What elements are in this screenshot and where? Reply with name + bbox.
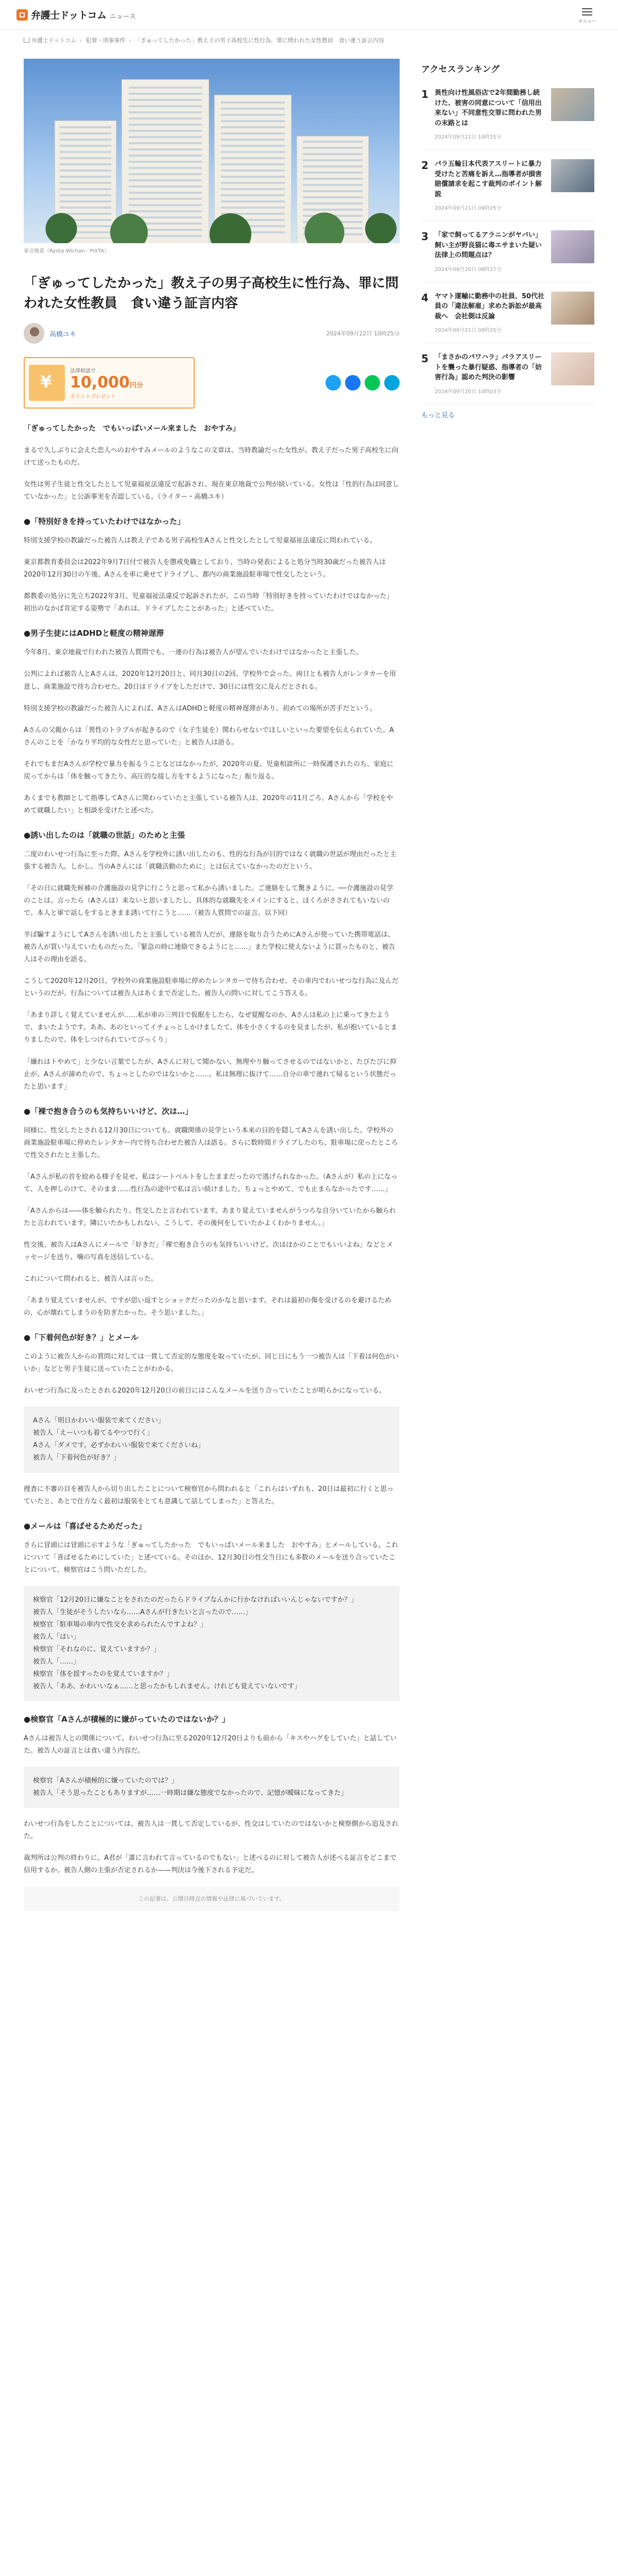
paragraph: 二度のわいせつ行為に至った際、Aさんを学校外に誘い出したのも、性的な行為が目的ではなく就職の世話が理由だったと主張する被告人。しかし、当のAさんには「就職活動のために」とは伝えていなかったのだという。 xyxy=(24,850,397,871)
ranking-item[interactable] xyxy=(421,287,594,344)
breadcrumb-category[interactable]: 犯罪・刑事事件 xyxy=(85,37,126,44)
paragraph: 「あまり覚えていませんが、ですが思い返すとショックだったのかなと思います。それは最初の傷を受けるのを避けるための、心が壊れてしまうのを防ぎたかった。そう思いました。」 xyxy=(24,1297,391,1317)
section-heading: ●検察官「Aさんが積極的に嫌がっていたのではないか？」 xyxy=(24,1715,230,1724)
site-header xyxy=(0,0,618,30)
breadcrumb-separator: › xyxy=(80,37,82,44)
article-title: 「ぎゅってしたかった」教え子の男子高校生に性行為、罪に問われた女性教員 食い違う証言内容 xyxy=(24,276,399,311)
breadcrumb xyxy=(0,30,618,50)
avatar xyxy=(24,323,44,344)
ranking-thumbnail[interactable] xyxy=(551,88,594,121)
promo-banner[interactable] xyxy=(24,357,195,409)
article-lead: 「ぎゅってしたかった でもいっぱいメール来ました おやすみ」 xyxy=(24,425,240,433)
ranking-item[interactable] xyxy=(421,226,594,282)
ranking-thumbnail[interactable] xyxy=(551,292,594,325)
quote-text: 検察官「12月20日に嫌なことをされたのだったらドライブなんかに行かなければいいんじゃないですか？」 被告人「生徒がそうしたいなら……Aさんが行きたいと言ったので……」 検察官「駐車場の車内で性交を求められたんですよね？」 被告人「はい」 検察官「それなのに、覚えていますか？」 被告人「……」 検察官「体を揺すったのを覚えていますか？」 被告人「ああ、かわいいなぁ……と思ったかもしれません。けれども覚えていないです」 xyxy=(33,1596,358,1691)
ranking-date: 2024年09月20日 08時27分 xyxy=(435,266,502,273)
site-logo[interactable] xyxy=(16,8,136,22)
ranking-number: 2 xyxy=(421,159,428,172)
paragraph: 特別支援学校の教諭だった被告人は教え子である男子高校生Aさんと性交したとして児童福祉法違反に問われている。 xyxy=(24,537,376,545)
image-caption: 東京地裁（Ryota Wichan／PIXTA） xyxy=(24,248,110,254)
paragraph: 裁判所は公判の終わりに、A君が「誰に言われて言っているのでもない」と述べるのに対して被告人が述べる証言をどこまで信用するか。被告人側の主張が否定されるか——判決は今後下される予定だ。 xyxy=(24,1854,397,1875)
x-share-icon[interactable] xyxy=(325,375,341,391)
ranking-item[interactable] xyxy=(421,155,594,221)
menu-button[interactable] xyxy=(577,6,597,24)
publish-date: 2024年09月22日 10時25分 xyxy=(326,330,400,337)
hamburger-icon xyxy=(582,8,592,15)
ranking-number: 3 xyxy=(421,230,428,243)
section-heading: ●「下着何色が好き？」とメール xyxy=(24,1333,139,1343)
ranking-item[interactable] xyxy=(421,84,594,150)
coin-icon xyxy=(29,365,65,401)
breadcrumb-home[interactable]: 弁護士ドットコム xyxy=(31,37,77,44)
article xyxy=(24,50,400,1921)
line-share-icon[interactable] xyxy=(365,375,380,391)
quote-text: Aさん「明日かわいい服装で来てください」 被告人「えーいつも着てるやつで行く」 Aさん「ダメです。必ずかわいい服装で来てくださいね」 被告人「下着何色が好き？」 xyxy=(33,1417,204,1462)
paragraph: それでもまだAさんが学校で暴力を振るうことなどはなかったが、2020年の夏、児童相談所に一時保護されたのち、家庭に戻ってからは「体を触ってきたり、高圧的な接し方をするようになった」振り返る。 xyxy=(24,760,393,781)
quote-block xyxy=(24,1767,400,1808)
author-name[interactable]: 高橋ユキ xyxy=(49,330,77,338)
home-icon xyxy=(24,38,29,43)
paragraph: 半ば騙すようにしてAさんを誘い出したと主張している被告人だが、連絡を取り合うためにAさんが使っていた携帯電話は、被告人が買い与えていたものだった。「緊急の時に連絡できるようにと……」また学校に使えないように買ったものと、被告人はその理由を語る。 xyxy=(24,931,396,964)
paragraph: こうして2020年12月20日、学校外の商業施設駐車場に停めたレンタカーで待ち合わせ、その車内でわいせつな行為に及んだというのだが、行為については被告人はあくまで否定した。被告人の問いに対してこう答える。 xyxy=(24,977,399,998)
paragraph: Aさんは被告人との関係について、わいせつ行為に至る2020年12月20日よりも前から「キスやハグをしていた」と話していた。被告人の証言とは食い違う内容だ。 xyxy=(24,1735,397,1755)
paragraph: 今年8月、東京地裁で行われた被告人質問でも、一連の行為は被告人が望んでいたわけではなかったと主張した。 xyxy=(24,649,363,657)
ranking-date: 2024年09月21日 09時25分 xyxy=(435,328,502,333)
menu-label: メニュー xyxy=(577,19,596,24)
article-hero-image xyxy=(24,59,400,243)
section-heading: ●メールは「喜ばせるためだった」 xyxy=(24,1521,146,1531)
hatena-share-icon[interactable] xyxy=(384,375,400,391)
site-name: 弁護士ドットコム xyxy=(31,10,107,21)
ranking-headline[interactable]: 「家で飼ってるアラニンがヤバい」飼い主が野良猫に毒エサまいた疑い 法律上の問題点は？ xyxy=(435,231,549,259)
ranking-item[interactable] xyxy=(421,348,594,404)
ranking-headline[interactable]: ヤマト運輸に勤務中の社員、50代社員の「違法解雇」求めた訴訟が最高裁へ 会社側は反論 xyxy=(435,292,545,320)
paragraph: 特別支援学校の教諭だった被告人によれば、AさんはADHDと軽度の精神遅滞があり、初めての場所が苦手だという。 xyxy=(24,704,376,713)
ranking-thumbnail[interactable] xyxy=(551,230,594,263)
quote-block xyxy=(24,1586,400,1701)
section-heading: ●誘い出したのは「就職の世話」のためと主張 xyxy=(24,830,185,840)
paragraph: 「Aさんが私の首を絞める様子を見せ、私はシートベルトをしたままだったので逃げられなかった。（Aさんが）私の上になって、人を押しのけて、そのまま……性行為の途中で私は言い続けました。ちょっとやめて、でも止まらなかったです……」 xyxy=(24,1173,398,1193)
paragraph: 同様に、性交したとされる12月30日についても、就職関係の見学という本来の目的を隠してAさんを誘い出した。学校外の商業施設駐車場に停めたレンタカー内で待ち合わせた被告人は語る。さらに数時間ドライブしたのち、駐車場に戻ったところで性交されたと主張した。 xyxy=(24,1126,398,1159)
paragraph: わいせつ行為をしたことについては、被告人は一貫して否定しているが、性交はしていたのではないかと検察側から追及された。 xyxy=(24,1820,399,1841)
ranking-thumbnail[interactable] xyxy=(551,352,594,385)
ranking-title: アクセスランキング xyxy=(421,64,500,75)
paragraph: 「その日に就職先候補の介護施設の見学に行こうと思って私から誘いました。ご連絡をして驚きように、──介護施設の見学のことは、言ったら（Aさんは）来ないと思いましたし、具体的な就職先をメインにすると、ほくろがさされてもいないので。本人と軍で話しをするときまま誘いて行こうと……（被告人質問での証言、以下同） xyxy=(24,884,393,918)
quote-text: 検察官「Aさんが積極的に嫌っていたのでは？」 被告人「そう思ったこともありますが……一時期は嫌な態度でなかったので、記憶が曖昧になってきた」 xyxy=(33,1777,348,1798)
article-body xyxy=(24,445,400,1911)
paragraph: これについて問われると、被告人は言った。 xyxy=(24,1275,158,1283)
paragraph: まるで久しぶりに会えた恋人へのおやすみメールのようなこの文章は、当時教諭だった女性が、教え子だった男子高校生に向けて送ったものだ。 xyxy=(24,447,399,467)
ranking-number: 1 xyxy=(421,88,428,100)
paragraph: 東京都教育委員会は2022年9月7日付で被告人を懲戒免職としており、当時の発表によると処分当時30歳だった被告人は2020年12月30日の午後、Aさんを車に乗せてドライブし、都内の商業施設駐車場で性交したという。 xyxy=(24,558,386,579)
site-sub: ニュース xyxy=(109,13,136,21)
ranking-date: 2024年09月21日 10時25分 xyxy=(435,134,502,140)
paragraph: 女性は男子生徒と性交したとして児童福祉法違反で起訴され、現在東京地裁で公判が続いている。女性は「性的行為は同意していなかった」と公訴事実を否認している。（ライター・高橋ユキ） xyxy=(24,481,399,501)
sidebar xyxy=(421,50,594,1921)
ranking-number: 4 xyxy=(421,291,428,304)
footer-note: この記事は、公開日時点の情報や法律に基づいています。 xyxy=(24,1887,400,1911)
paragraph: 「嫌れはトやめて」と少ない言葉でしたが、Aさんに対して聞かない、無理やり触ってさせるのではないかと、たびたびに抑止が、Aさんが諦めたので、ちょっとしたのではないかと……。私は無理に抜けて……自分の車で連れて帰るという状態だったと思います」 xyxy=(24,1058,397,1091)
ranking-number: 5 xyxy=(421,352,428,365)
breadcrumb-current: 「ぎゅってしたかった」教え子の男子高校生に性行為、罪に問われた女性教員 食い違う証言内容 xyxy=(134,37,384,44)
ranking-date: 2024年09月20日 10時03分 xyxy=(435,388,502,395)
promo-amount: 10,000 xyxy=(70,373,130,392)
promo-small-text: 法律相談で xyxy=(70,368,96,374)
paragraph: 性交後、被告人はAさんにメールで「好きだ」「裸で抱き合うのも気持ちいいけど、次はほかのことでもいいよね」などとメッセージを送り、噛の写真を送信している。 xyxy=(24,1241,393,1262)
ranking-headline[interactable]: パラ五輪日本代表アスリートに暴力受けたと苦痛を訴え…指導者が損害賠償請求を起こす裁判のポイント解説 xyxy=(435,160,542,198)
promo-note: ポイントプレゼント xyxy=(70,394,116,400)
paragraph: 都教委の処分に先立ち2022年3月、児童福祉法違反で起訴されたが、この当時「特別好きを持っていたわけではなかった」初出のなかば肯定する姿勢で「あれは、ドライブしたことがあった」と述べていた。 xyxy=(24,592,393,613)
share-buttons xyxy=(325,375,400,391)
paragraph: 「あまり詳しく覚えていませんが……私が車の三列目で仮眠をしたら、なぜ覚醒なのか、Aさんは私の上に乗ってきたようで、まいたようです。ああ、あのといってイチょっとしかけましたて、体を小さくするのを見ましたが、私が抱いているとまりましたので、体をしつけられていてびっくり」 xyxy=(24,1011,398,1044)
ranking-headline[interactable]: 「まさかのパワハラ」パラアスリートを襲った暴行疑惑、指導者の「妨害行為」認めた判決の影響 xyxy=(435,353,542,381)
ranking-list xyxy=(421,84,594,404)
paragraph: あくまでも教師として指導してAさんに関わっていたと主張している被告人は、2020年の11月ごろ、Aさんから「学校をやめて就職したい」と相談を受けたと述べた。 xyxy=(24,794,393,815)
paragraph: さらに冒頭には冒頭に示すような「ぎゅってしたかった でもいっぱいメール来ました おやすみ」とメールしている。これについて「喜ばせるためにしていた」と述べている。そのほか、12月30日の性交当日にも多数のメールを送り合っていたことについて、検察官はこう問いただした。 xyxy=(24,1541,399,1574)
ranking-headline[interactable]: 異性向け性風俗店で2年間勤務し続けた、被害の同意について「信用出来ない」不同意性交罪に問われた男の末路とは xyxy=(435,89,542,127)
paragraph: 公判によれば被告人とAさんは、2020年12月20日と、同月30日の2回、学校外で会った。両日とも被告人がレンタカーを用意し、商業施設で待ち合わせた。20日はドライブをしただけで、30日には性交に及んだとされる。 xyxy=(24,670,397,691)
section-heading: ●「裸で抱き合うのも気持ちいいけど、次は…」 xyxy=(24,1106,193,1116)
logo-icon xyxy=(16,9,28,21)
promo-unit: 円分 xyxy=(129,381,143,389)
author[interactable] xyxy=(24,323,76,344)
quote-block xyxy=(24,1406,400,1472)
facebook-share-icon[interactable] xyxy=(345,375,360,391)
paragraph: Aさんの父親からは「異性のトラブルが起きるので（女子生徒を）関わらせないでほしいといった要望を伝えられていた。Aさんのことを「かなり平均的な女性だと思っていた」と被告人は語る。 xyxy=(24,726,394,747)
section-heading: ●「特別好きを持っていたわけではなかった」 xyxy=(24,517,185,527)
breadcrumb-separator: › xyxy=(129,37,131,44)
paragraph: このように被告人からの質問に対しては一貫して否定的な態度を取っていたが、同じ日にもう一つ被告人は「下着は何色がいいか」などと男子生徒に送っていたことがわかる。 xyxy=(24,1353,399,1374)
paragraph: 「Aさんからは——体を触られたり、性交したと言われています。あまり覚えていませんがうつろな自分いていたから触られたと言われています。隣にいたかもしれない。こうして、その後何をしていたかよくわかりません。」 xyxy=(24,1207,396,1227)
more-link[interactable]: もっと見る xyxy=(421,411,455,419)
paragraph: 捜査に不審の目を被告人から切り出したことについて検察官から問われると「これらはいずれも、20日は最初に行くと思っていたと、あとで仕方なく最初は服装をとても意識して話してしまった」と答えた。 xyxy=(24,1485,394,1505)
ranking-date: 2024年09月21日 09時25分 xyxy=(435,206,502,211)
ranking-thumbnail[interactable] xyxy=(551,159,594,192)
section-heading: ●男子生徒にはADHDと軽度の精神遅滞 xyxy=(24,629,164,638)
paragraph: わいせつ行為に及ったとされる2020年12月20日の前日にはこんなメールを送り合っていたことが明らかになっている。 xyxy=(24,1387,386,1395)
